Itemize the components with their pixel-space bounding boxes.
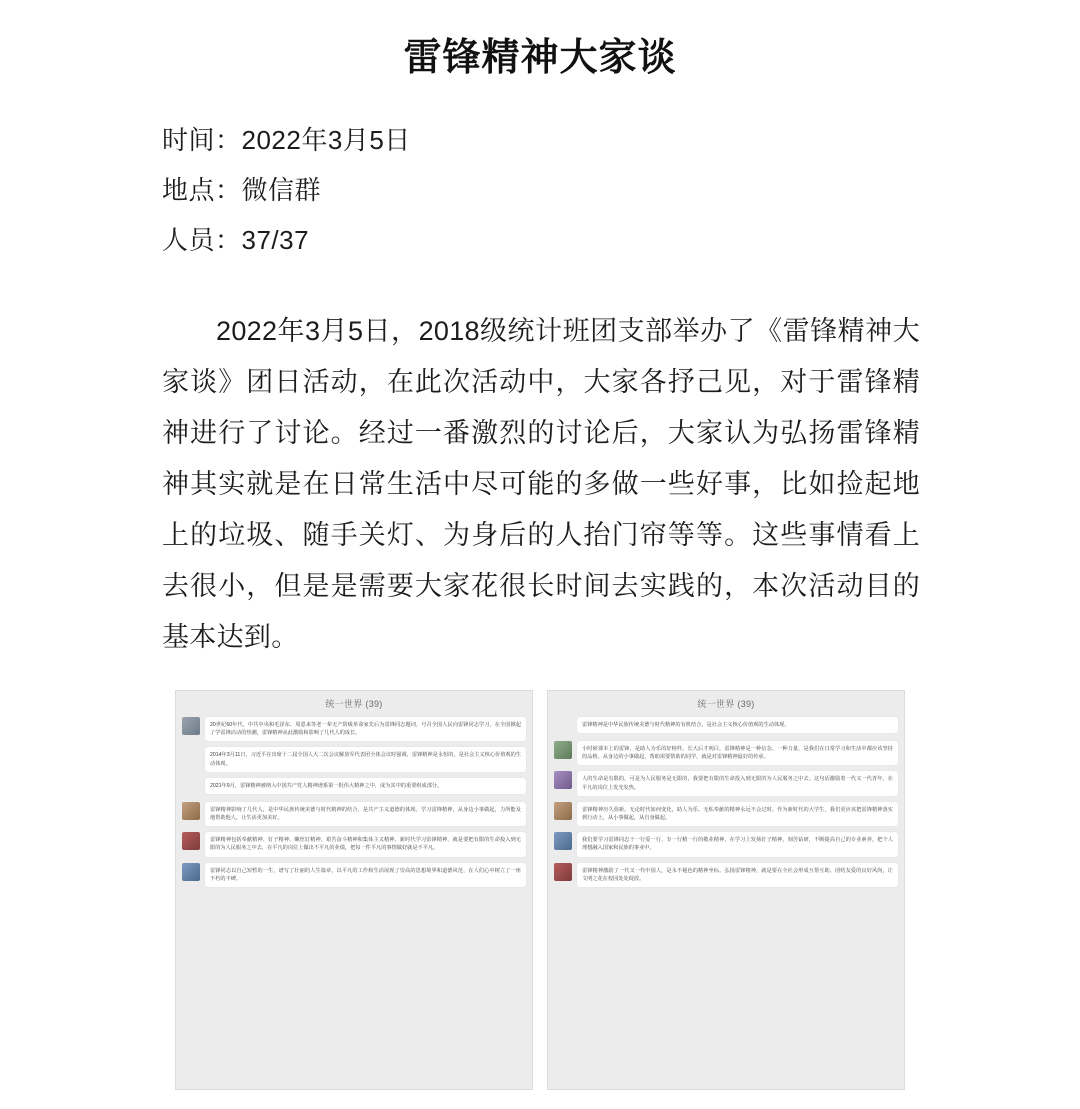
chat-panel-right — [547, 690, 905, 1090]
chat-bubble: 人的生命是有限的，可是为人民服务是无限的，我要把有限的生命投入到无限的为人民服务之中去。这句话激励着一代又一代青年，在平凡的岗位上发光发热。 — [577, 771, 898, 795]
document-page — [0, 26, 1080, 1109]
chat-bubble: 雷锋精神影响了几代人，是中华民族传统美德与时代精神的结合，是共产主义道德的体现。学习雷锋精神，从身边小事做起，力所能及地帮助他人，让生活更加美好。 — [205, 802, 526, 826]
body-block — [0, 265, 1080, 663]
avatar — [554, 832, 572, 850]
meta-value-attendance: 37/37 — [241, 225, 310, 255]
avatar — [182, 717, 200, 735]
meta-row-time — [162, 115, 920, 165]
chat-bubble: 雷锋精神是中华民族传统美德与时代精神的有机结合，是社会主义核心价值观的生动体现。 — [577, 717, 898, 733]
chat-bubble: 雷锋同志以自己短暂的一生，谱写了壮丽的人生篇章，以平凡的工作和生活展现了崇高的思想境界和道德风范，在人们心中树立了一座不朽的丰碑。 — [205, 863, 526, 887]
chat-group-title-left: 统一世界 (39) — [325, 699, 383, 709]
chat-message — [548, 829, 904, 859]
avatar — [182, 863, 200, 881]
chat-message — [548, 799, 904, 829]
meta-value-place: 微信群 — [241, 175, 322, 205]
chat-message — [176, 860, 532, 890]
chat-panel-left — [175, 690, 533, 1090]
chat-message — [548, 768, 904, 798]
meta-row-place — [162, 165, 920, 215]
avatar — [554, 863, 572, 881]
avatar — [554, 771, 572, 789]
meta-label-attendance: 人员： — [162, 225, 242, 255]
chat-message — [176, 775, 532, 799]
chat-message — [176, 714, 532, 744]
body-paragraph: 2022年3月5日，2018级统计班团支部举办了《雷锋精神大家谈》团日活动，在此次活动中，大家各抒己见，对于雷锋精神进行了讨论。经过一番激烈的讨论后，大家认为弘扬雷锋精神其实就是在日常生活中尽可能的多做一些好事，比如捡起地上的垃圾、随手关灯、为身后的人抬门帘等等。这些事情看上去很小，但是是需要大家花很长时间去实践的，本次活动目的基本达到。 — [162, 316, 920, 652]
chat-group-title-right: 统一世界 (39) — [697, 699, 755, 709]
chat-bubble: 我们要学习雷锋同志干一行爱一行、专一行精一行的敬业精神，在学习上发扬钉子精神，刻苦钻研，不断提高自己的专业素养，把个人理想融入国家和民族的事业中。 — [577, 832, 898, 856]
avatar — [182, 832, 200, 850]
chat-message — [548, 860, 904, 890]
chat-bubble: 雷锋精神激励了一代又一代中国人，是永不褪色的精神坐标。弘扬雷锋精神，就是要在全社会形成互帮互助、团结友爱的良好风尚，让文明之花在校园处处绽放。 — [577, 863, 898, 887]
page-title: 雷锋精神大家谈 — [403, 37, 677, 79]
meta-label-place: 地点： — [162, 175, 242, 205]
chat-message — [548, 714, 904, 738]
meta-block — [0, 115, 1080, 265]
avatar — [182, 802, 200, 820]
chat-bubble: 小时候课本上的雷锋，是助人为乐的好榜样。长大后才明白，雷锋精神是一种信念、一种力量，是我们在日常学习和生活中都应该坚持的品格。从身边的小事做起，帮助需要帮助的同学，就是对雷锋精神最好的传承。 — [577, 741, 898, 765]
meta-row-attendance — [162, 215, 920, 265]
chat-bubble: 雷锋精神包括奉献精神、钉子精神、螺丝钉精神、艰苦奋斗精神和集体主义精神。新时代学习雷锋精神，就是要把有限的生命投入到无限的为人民服务之中去，在平凡的岗位上做出不平凡的业绩，把每一件平凡的事情做好就是不平凡。 — [205, 832, 526, 856]
chat-message — [176, 744, 532, 774]
avatar — [554, 802, 572, 820]
chat-bubble: 2021年9月，雷锋精神被纳入中国共产党人精神谱系第一批伟大精神之中，成为其中的重要组成部分。 — [205, 778, 526, 794]
chat-message — [176, 799, 532, 829]
chat-bubble: 2014年3月11日，习近平在出席十二届全国人大二次会议解放军代表团全体会议时强调，雷锋精神是永恒的，是社会主义核心价值观的生动体现。 — [205, 747, 526, 771]
chat-message — [548, 738, 904, 768]
avatar — [554, 741, 572, 759]
meta-label-time: 时间： — [162, 125, 242, 155]
chat-message — [176, 829, 532, 859]
chat-bubble: 20世纪60年代，中共中央和毛泽东、周恩来等老一辈无产阶级革命家先后为雷锋同志题词，号召全国人民向雷锋同志学习，在全国掀起了学雷锋活动的热潮，雷锋精神从此激励和影响了几代人的成长。 — [205, 717, 526, 741]
chat-screenshot-collage — [170, 690, 910, 1090]
meta-value-time: 2022年3月5日 — [241, 125, 411, 155]
chat-bubble: 雷锋精神历久弥新。无论时代如何变化，助人为乐、无私奉献的精神永远不会过时。作为新时代的大学生，我们更应该把雷锋精神落实到行动上，从小事做起，从自身做起。 — [577, 802, 898, 826]
